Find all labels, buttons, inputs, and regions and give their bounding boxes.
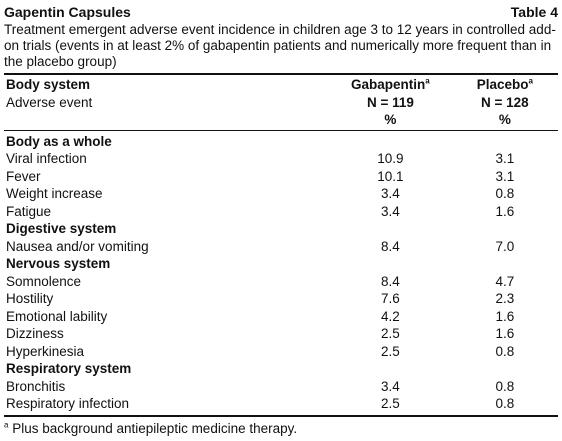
placebo-percent: 7.0 [495,238,515,254]
placebo-percent: 2.3 [495,291,515,306]
placebo-percent: 0.8 [495,378,515,394]
header-gabapentin-unit: % [384,112,397,127]
gabapentin-percent: 8.4 [381,273,400,289]
gabapentin-percent: 10.9 [377,151,404,166]
document-header [4,4,558,21]
footnote-text: Plus background antiepileptic medicine therapy. [8,420,298,436]
section-row [4,255,558,273]
adverse-event-name: Hyperkinesia [6,343,85,359]
header-gabapentin-footnote-marker: a [425,76,430,86]
gabapentin-percent: 2.5 [329,395,452,416]
header-gabapentin [329,74,452,130]
adverse-event-name: Bronchitis [6,378,66,394]
placebo-percent: 3.1 [495,151,515,166]
section-row [4,220,558,238]
header-body-system-label: Body system [6,77,91,92]
header-gabapentin-label: Gabapentin [351,77,426,92]
header-gabapentin-n: N = 119 [366,94,414,110]
section-name: Body as a whole [6,133,112,149]
table-row [4,238,558,256]
adverse-event-name: Viral infection [6,151,87,166]
placebo-percent: 0.8 [495,186,515,201]
section-row [4,360,558,378]
section-name: Digestive system [6,221,117,236]
section-spacer [329,220,452,238]
table-row [4,150,558,168]
table-row [4,343,558,361]
header-placebo-label: Placebo [476,77,529,92]
section-spacer [329,360,452,378]
adverse-event-name: Fever [6,168,41,184]
adverse-event-table [4,73,558,417]
section-spacer [452,130,558,150]
header-placebo [452,74,558,130]
table-row [4,203,558,221]
table-row [4,325,558,343]
placebo-percent: 0.8 [452,395,558,416]
gabapentin-percent: 8.4 [381,238,400,254]
header-body-system [4,74,329,130]
adverse-event-name: Hostility [6,291,54,306]
header-placebo-unit: % [498,112,511,127]
gabapentin-percent: 3.4 [381,378,400,394]
adverse-event-name: Emotional lability [6,308,108,324]
gabapentin-percent: 10.1 [377,168,404,184]
adverse-event-name: Respiratory infection [4,395,329,416]
placebo-percent: 1.6 [495,203,515,219]
table-row [4,290,558,308]
header-placebo-footnote-marker: a [528,76,533,86]
gabapentin-percent: 3.4 [381,186,400,201]
document-title: Gapentin Capsules [4,4,131,20]
section-spacer [452,255,558,273]
section-row [4,130,558,150]
document-page [4,4,558,437]
gabapentin-percent: 3.4 [381,203,400,219]
gabapentin-percent: 7.6 [381,291,400,306]
adverse-event-name: Nausea and/or vomiting [6,238,149,254]
gabapentin-percent: 4.2 [381,308,400,324]
table-footnote [4,420,558,437]
table-row [4,378,558,396]
placebo-percent: 1.6 [495,326,515,341]
section-spacer [329,130,452,150]
placebo-percent: 4.7 [495,273,515,289]
header-placebo-n: N = 128 [481,94,529,110]
adverse-event-name: Fatigue [6,203,52,219]
gabapentin-percent: 2.5 [381,326,400,341]
section-spacer [452,220,558,238]
adverse-event-name: Dizziness [6,326,64,341]
adverse-event-name: Weight increase [6,186,103,201]
table-row [4,273,558,291]
table-caption: Treatment emergent adverse event incidence in children age 3 to 12 years in controlled add-on trials (events in at least 2% of gabapentin patients and numerically more frequent than in the placebo group) [4,22,556,69]
section-name: Nervous system [6,256,111,271]
placebo-percent: 1.6 [495,308,515,324]
adverse-event-name: Somnolence [6,273,82,289]
table-number: Table 4 [510,4,558,20]
table-row [4,168,558,186]
gabapentin-percent: 2.5 [381,343,400,359]
header-adverse-event-label: Adverse event [6,94,93,110]
table-body [4,74,558,416]
footnote-marker: a [4,420,9,429]
placebo-percent: 0.8 [495,343,515,359]
section-spacer [452,360,558,378]
section-name: Respiratory system [6,361,132,376]
section-spacer [329,255,452,273]
table-header-row [4,74,558,130]
table-row [4,185,558,203]
table-row [4,395,558,416]
table-row [4,308,558,326]
placebo-percent: 3.1 [495,168,515,184]
